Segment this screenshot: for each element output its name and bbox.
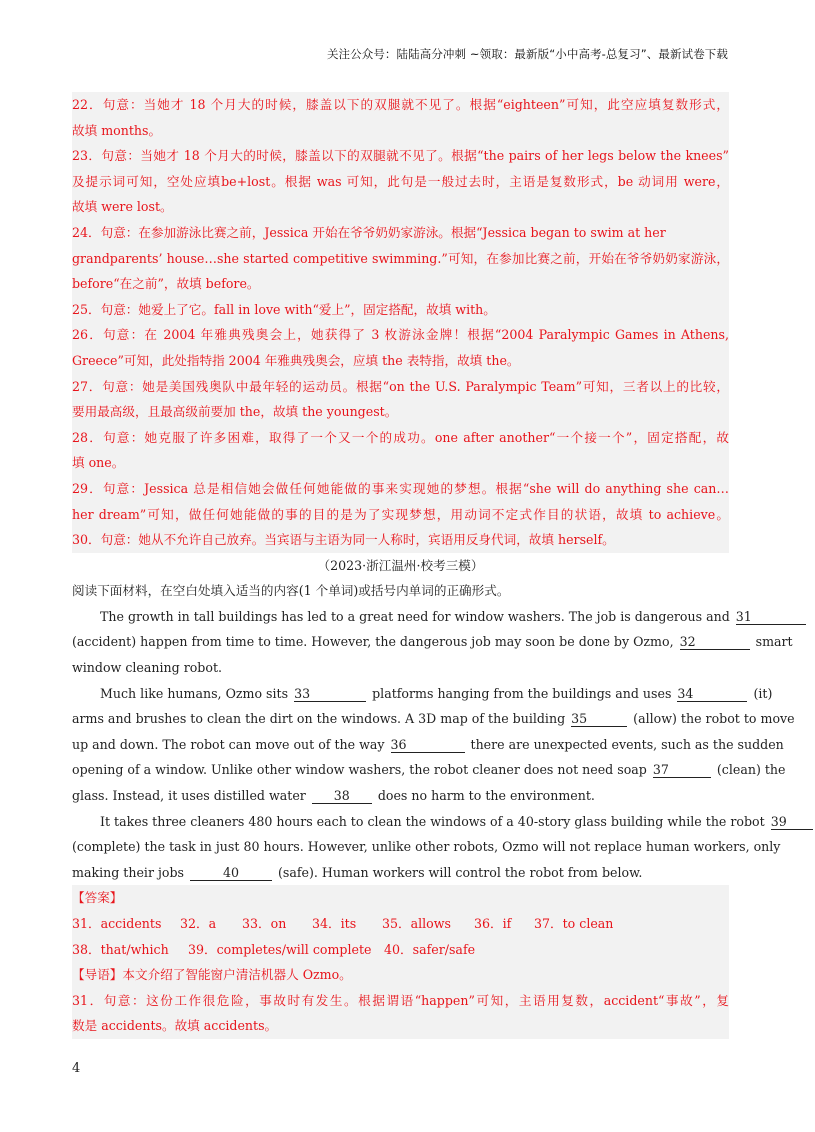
- passage-text: arms and brushes to clean the dirt on the windows. A 3D map of the building: [72, 711, 566, 727]
- blank-39[interactable]: 39: [771, 814, 813, 830]
- passage-line: [72, 783, 729, 809]
- instruction: 阅读下面材料，在空白处填入适当的内容(1 个单词)或括号内单词的正确形式。: [72, 583, 510, 599]
- passage-text: It takes three cleaners 480 hours each to clean the windows of a 40-story glass building while the robot: [100, 813, 765, 829]
- passage-line: [72, 732, 784, 758]
- answer-item: 36．if: [474, 916, 512, 931]
- passage-line: [72, 809, 787, 835]
- explanation-line: Greece”可知，此处指特指 2004 年雅典残奥会，应填 the 表特指，故填 the。: [72, 352, 520, 368]
- answer-item: 35．allows: [382, 916, 452, 931]
- answer-heading: 【答案】: [72, 890, 123, 906]
- passage-text: (it): [753, 685, 773, 701]
- blank-32[interactable]: 32: [680, 634, 750, 650]
- passage-text: there are unexpected events, such as the sudden: [470, 736, 784, 752]
- passage: [72, 604, 795, 886]
- explanation-line: 31．句意：这份工作很危险，事故时有发生。根据谓语“happen”可知，主语用复数，accident“事故”，复: [72, 992, 729, 1008]
- answer-item: 34．its: [312, 916, 357, 931]
- answer-item: 32．a: [180, 916, 217, 931]
- answer-row: [72, 911, 729, 937]
- passage-text: Much like humans, Ozmo sits: [100, 685, 289, 701]
- answer-item: 40．safer/safe: [384, 941, 476, 957]
- passage-text: does no harm to the environment.: [377, 788, 595, 804]
- blank-38[interactable]: 38: [312, 788, 372, 804]
- answer-item: 38．that/which: [72, 941, 169, 957]
- explanation-line: 27．句意：她是美国残奥队中最年轻的运动员。根据“on the U.S. Paralympic Team”可知，三者以上的比较，: [72, 378, 729, 394]
- passage-text: (safe). Human workers will control the robot from below.: [278, 864, 643, 880]
- passage-text: making their jobs: [72, 864, 184, 880]
- answer-item: 31．accidents: [72, 916, 162, 931]
- explanation-line: 24．句意：在参加游泳比赛之前，Jessica 开始在爷爷奶奶家游泳。根据“Jessica began to swim at her: [72, 224, 666, 240]
- explanation-line: 数是 accidents。故填 accidents。: [72, 1018, 278, 1034]
- explanation-line: 及提示词可知，空处应填be+lost。根据 was 可知，此句是一般过去时，主语是复数形式，be 动词用 were，: [72, 173, 729, 189]
- explanation-line: 29．句意：Jessica 总是相信她会做任何她能做的事来实现她的梦想。根据“she will do anything she can…: [72, 480, 729, 496]
- guide-line: 【导语】本文介绍了智能窗户清洁机器人 Ozmo。: [72, 967, 352, 983]
- blank-40[interactable]: 40: [190, 865, 272, 881]
- passage-line: [72, 757, 786, 783]
- explanation-line: her dream”可知，做任何她能做的事的目的是为了实现梦想，用动词不定式作目的状语，故填 to achieve。: [72, 506, 729, 522]
- passage-text: smart: [755, 634, 793, 650]
- explanation-line: 28．句意：她克服了许多困难，取得了一个又一个的成功。one after another“一个接一个”，固定搭配，故: [72, 429, 729, 445]
- answer-item: 33．on: [242, 916, 287, 931]
- blank-36[interactable]: 36: [391, 737, 465, 753]
- blank-34[interactable]: 34: [677, 686, 747, 702]
- page-number: 4: [72, 1061, 81, 1076]
- explanation-line: 25．句意：她爱上了它。fall in love with“爱上”，固定搭配，故填 with。: [72, 301, 496, 317]
- passage-line: [72, 860, 729, 886]
- page-content: [72, 92, 795, 1039]
- answer-section: [72, 885, 729, 1039]
- explanation-line: 故填 months。: [72, 122, 162, 138]
- page-header: 关注公众号：陆陆高分冲刺 ~领取：最新版“小中高考-总复习”、最新试卷下载: [326, 47, 728, 61]
- passage-text: (complete) the task in just 80 hours. However, unlike other robots, Ozmo will not replace human workers, only: [72, 839, 781, 855]
- blank-35[interactable]: 35: [571, 711, 627, 727]
- passage-line: [72, 706, 795, 732]
- previous-explanations: [72, 92, 729, 553]
- passage-text: opening of a window. Unlike other window washers, the robot cleaner does not need soap: [72, 762, 647, 778]
- passage-line: [72, 834, 781, 860]
- source-label: （2023·浙江温州·校考三模）: [317, 557, 484, 573]
- passage-line: [72, 681, 773, 707]
- answer-item: 39．completes/will complete: [188, 941, 372, 957]
- passage-text: The growth in tall buildings has led to a great need for window washers. The job is dangerous and: [100, 608, 730, 624]
- explanation-line: 26．句意：在 2004 年雅典残奥会上，她获得了 3 枚游泳金牌！根据“2004 Paralympic Games in Athens,: [72, 327, 729, 343]
- blank-33[interactable]: 33: [294, 686, 366, 702]
- passage-text: platforms hanging from the buildings and uses: [372, 685, 672, 701]
- passage-line: [72, 604, 752, 630]
- explanation-line: 23．句意：当她才 18 个月大的时候，膝盖以下的双腿就不见了。根据“the pairs of her legs below the knees”: [72, 148, 729, 164]
- passage-text: window cleaning robot.: [72, 660, 223, 676]
- answer-row: [72, 937, 729, 963]
- answer-item: 37．to clean: [534, 916, 614, 931]
- explanation-line: 22．句意：当她才 18 个月大的时候，膝盖以下的双腿就不见了。根据“eighteen”可知，此空应填复数形式，: [72, 97, 729, 112]
- explanation-line: before“在之前”，故填 before。: [72, 276, 260, 292]
- passage-text: glass. Instead, it uses distilled water: [72, 788, 306, 804]
- explanation-line: grandparents’ house…she started competitive swimming.”可知，在参加比赛之前，开始在爷爷奶奶家游泳，: [72, 250, 729, 266]
- explanation-line: 故填 were lost。: [72, 199, 173, 215]
- passage-text: (allow) the robot to move: [633, 711, 795, 727]
- explanation-line: 填 one。: [72, 455, 125, 471]
- blank-31[interactable]: 31: [736, 609, 806, 625]
- blank-37[interactable]: 37: [653, 762, 711, 778]
- passage-line: [72, 655, 729, 681]
- explanation-line: 30．句意：她从不允许自己放弃。当宾语与主语为同一人称时，宾语用反身代词，故填 herself。: [72, 532, 615, 548]
- passage-text: up and down. The robot can move out of the way: [72, 736, 385, 752]
- passage-text: (clean) the: [716, 762, 786, 778]
- passage-line: [72, 629, 793, 655]
- passage-text: (accident) happen from time to time. However, the dangerous job may soon be done by Ozmo,: [72, 634, 674, 650]
- explanation-line: 要用最高级，且最高级前要加 the，故填 the youngest。: [72, 404, 398, 420]
